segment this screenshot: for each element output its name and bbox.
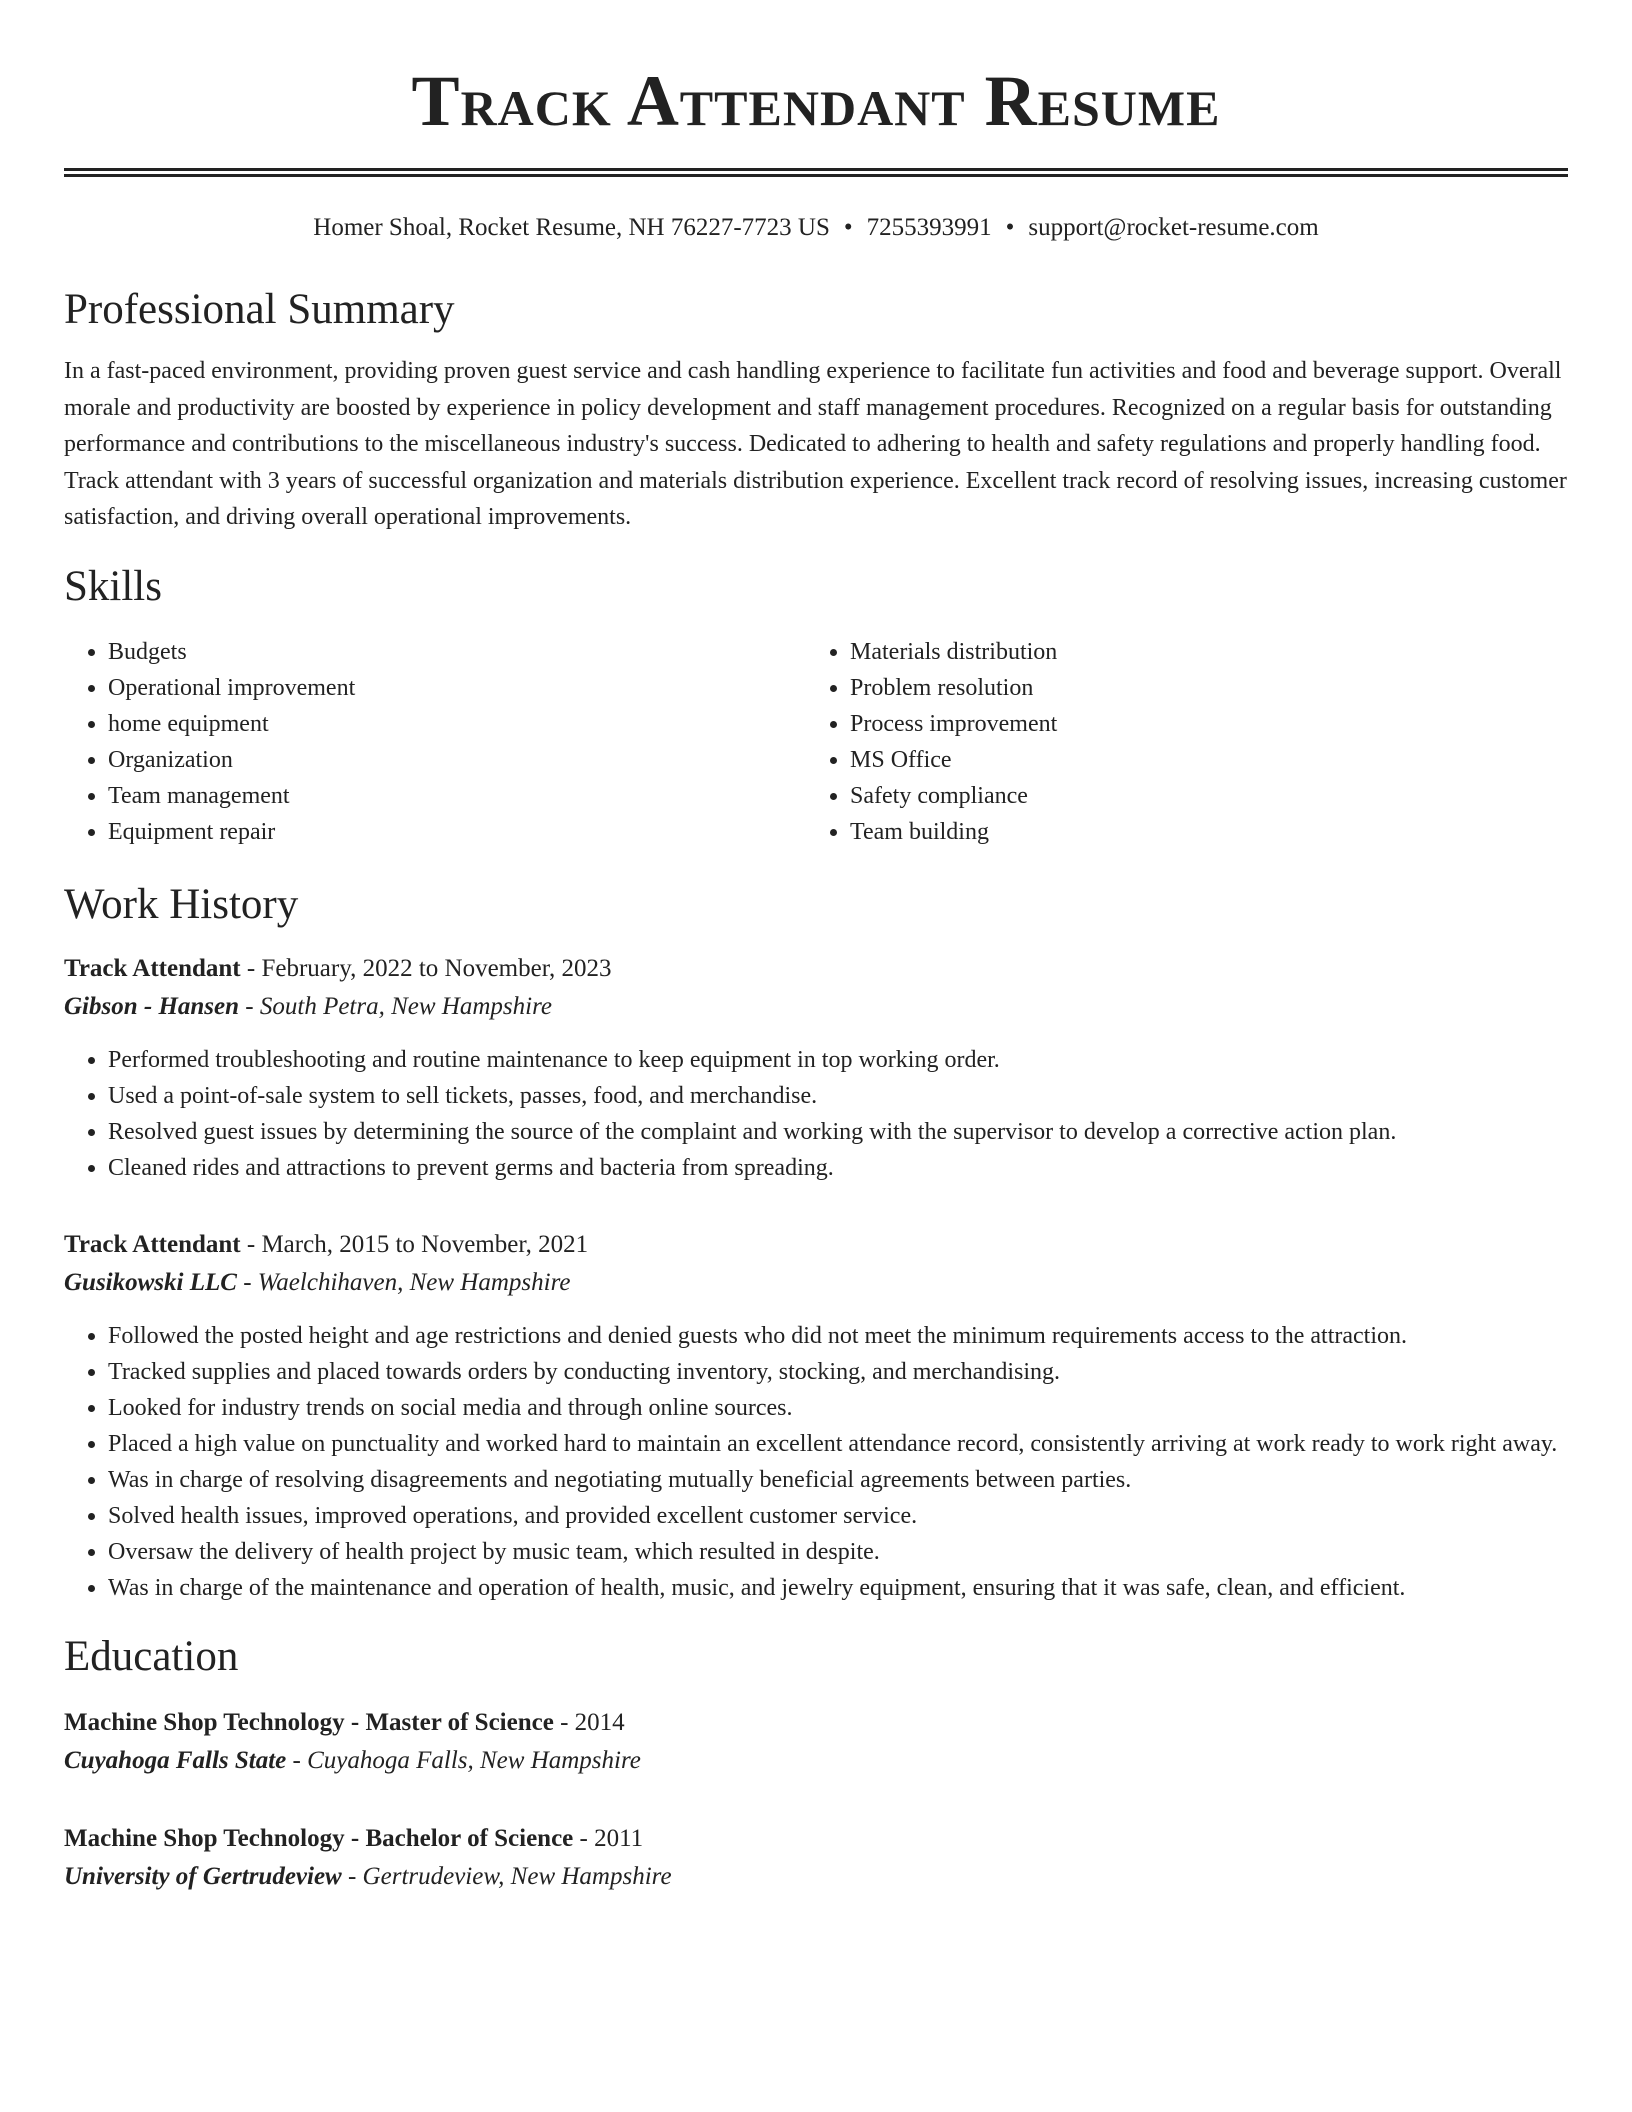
job-header (64, 1226, 1568, 1264)
skill-item: • Equipment repair (108, 814, 806, 850)
job-title: Track Attendant (64, 954, 241, 982)
education-location: - Gertrudeview, New Hampshire (341, 1862, 672, 1890)
summary-text: In a fast-paced environment, providing proven guest service and cash handling experience to facilitate fun activities and food and beverage support. Overall morale and productivity are boosted by experience in policy development and staff management procedures. Recognized on a regular basis for outstanding performance and contributions to the miscellaneous industry's success. Dedicated to adhering to health and safety regulations and properly handling food. Track attendant with 3 years of successful organization and materials distribution experience. Excellent track record of resolving issues, increasing customer satisfaction, and driving overall operational improvements. (64, 358, 1567, 530)
job-duty: • Was in charge of the maintenance and operation of health, music, and jewelry equipment, ensuring that it was safe, clean, and efficient. (108, 1570, 1568, 1606)
job-employer (64, 988, 1568, 1026)
skill-item: • Problem resolution (850, 670, 1548, 706)
job-duty: • Resolved guest issues by determining the source of the complaint and working with the supervisor to develop a corrective action plan. (108, 1114, 1568, 1150)
job-duty: • Performed troubleshooting and routine maintenance to keep equipment in top working order. (108, 1042, 1568, 1078)
education-degree: Machine Shop Technology - Master of Science (64, 1708, 554, 1736)
title-divider (64, 168, 1568, 177)
education-year: - 2014 (553, 1708, 625, 1736)
education-school: University of Gertrudeview (64, 1862, 342, 1890)
contact-email: support@rocket-resume.com (1028, 214, 1319, 241)
education-entry (64, 1820, 1568, 1896)
job-company: Gusikowski LLC (64, 1268, 237, 1296)
contact-phone: 7255393991 (866, 214, 992, 241)
education-year: - 2011 (573, 1824, 644, 1852)
skill-item: • Materials distribution (850, 634, 1548, 670)
summary-heading: Professional Summary (64, 286, 455, 333)
resume-title: Track Attendant Resume (411, 61, 1221, 141)
skill-item: • Operational improvement (108, 670, 806, 706)
skill-item: • Team building (850, 814, 1548, 850)
job-header (64, 950, 1568, 988)
contact-line (64, 213, 1568, 243)
education-degree: Machine Shop Technology - Bachelor of Science (64, 1824, 574, 1852)
job-duty: • Tracked supplies and placed towards orders by conducting inventory, stocking, and merchandising. (108, 1354, 1568, 1390)
job-duty: • Cleaned rides and attractions to prevent germs and bacteria from spreading. (108, 1150, 1568, 1186)
skill-item: • Team management (108, 778, 806, 814)
education-degree-line (64, 1704, 1568, 1742)
education-school-line (64, 1742, 1568, 1780)
skill-item: • Process improvement (850, 706, 1548, 742)
skill-item: • MS Office (850, 742, 1548, 778)
job-entry (64, 1226, 1568, 1606)
skills-heading: Skills (64, 562, 162, 610)
education-location: - Cuyahoga Falls, New Hampshire (286, 1746, 641, 1774)
job-location: - Waelchihaven, New Hampshire (236, 1268, 571, 1296)
work-history-heading: Work History (64, 880, 299, 928)
skill-item: • home equipment (108, 706, 806, 742)
job-duty: • Oversaw the delivery of health project by music team, which resulted in despite. (108, 1534, 1568, 1570)
contact-separator: • (843, 214, 853, 241)
skill-item: • Organization (108, 742, 806, 778)
job-title: Track Attendant (64, 1230, 241, 1258)
skill-item: • Budgets (108, 634, 806, 670)
job-duties (64, 1042, 1568, 1186)
job-duty: • Followed the posted height and age restrictions and denied guests who did not meet the minimum requirements access to the attraction. (108, 1318, 1568, 1354)
job-company: Gibson - Hansen (64, 992, 240, 1020)
contact-separator: • (1005, 214, 1015, 241)
job-employer (64, 1264, 1568, 1302)
job-duties (64, 1318, 1568, 1606)
job-duty: • Placed a high value on punctuality and worked hard to maintain an excellent attendance record, consistently arriving at work ready to work right away. (108, 1426, 1568, 1462)
skill-item: • Safety compliance (850, 778, 1548, 814)
job-entry (64, 950, 1568, 1186)
job-dates: - February, 2022 to November, 2023 (240, 954, 612, 982)
education-heading: Education (64, 1632, 239, 1680)
job-duty: • Looked for industry trends on social media and through online sources. (108, 1390, 1568, 1426)
job-dates: - March, 2015 to November, 2021 (240, 1230, 589, 1258)
education-school: Cuyahoga Falls State (64, 1746, 287, 1774)
job-duty: • Solved health issues, improved operations, and provided excellent customer service. (108, 1498, 1568, 1534)
contact-address: Homer Shoal, Rocket Resume, NH 76227-7723 US (313, 214, 830, 241)
skills-list (64, 634, 1568, 850)
skills-column-left (64, 634, 806, 850)
education-entry (64, 1704, 1568, 1780)
skills-column-right (806, 634, 1548, 850)
education-degree-line (64, 1820, 1568, 1858)
job-duty: • Used a point-of-sale system to sell tickets, passes, food, and merchandise. (108, 1078, 1568, 1114)
job-duty: • Was in charge of resolving disagreements and negotiating mutually beneficial agreements between parties. (108, 1462, 1568, 1498)
job-location: - South Petra, New Hampshire (239, 992, 552, 1020)
education-school-line (64, 1858, 1568, 1896)
